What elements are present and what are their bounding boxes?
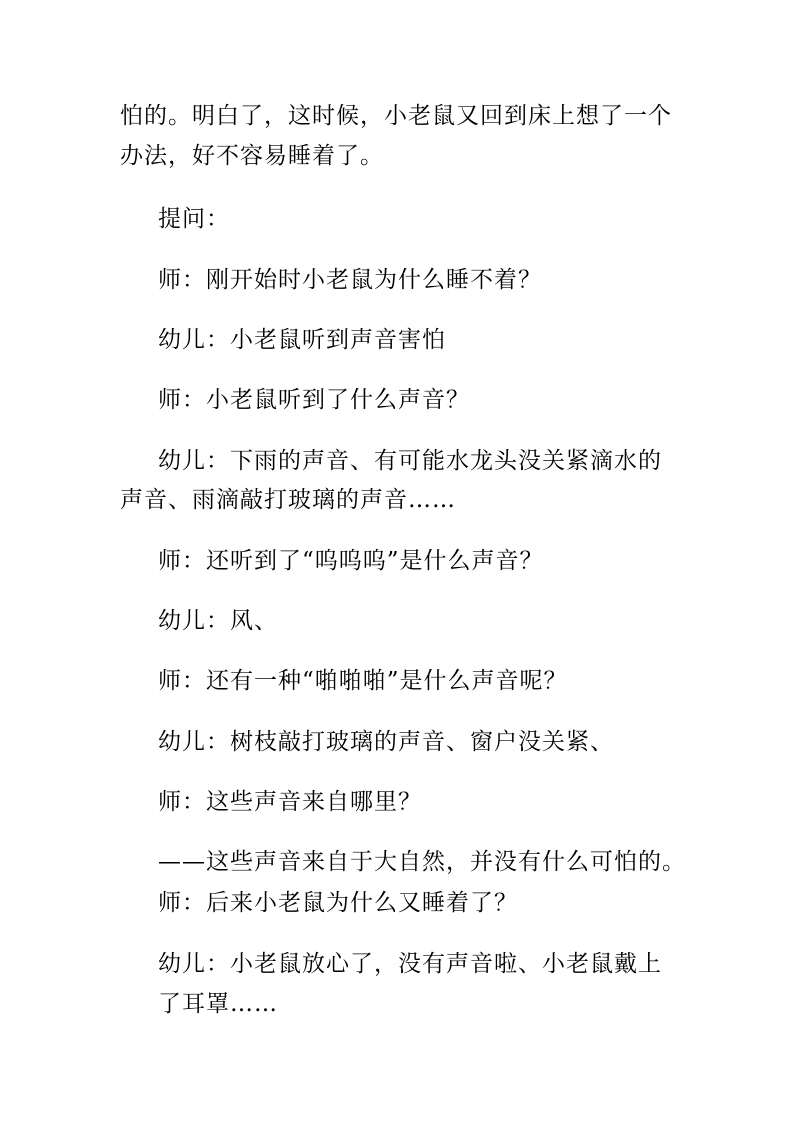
text-line-2: 办法，好不容易睡着了。: [120, 143, 384, 169]
text-line-17: 了耳罩……: [158, 991, 278, 1017]
text-line-16: 幼儿：小老鼠放心了，没有声音啦、小老鼠戴上: [158, 951, 662, 977]
text-line-14: ——这些声音来自于大自然，并没有什么可怕的。: [158, 849, 686, 875]
text-line-5: 幼儿：小老鼠听到声音害怕: [158, 327, 446, 353]
text-line-4: 师：刚开始时小老鼠为什么睡不着？: [158, 267, 542, 293]
text-line-12: 幼儿：树枝敲打玻璃的声音、窗户没关紧、: [158, 729, 614, 755]
text-line-1: 怕的。明白了，这时候，小老鼠又回到床上想了一个: [120, 103, 672, 129]
text-line-7: 幼儿：下雨的声音、有可能水龙头没关紧滴水的: [158, 448, 662, 474]
text-line-9: 师：还听到了“呜呜呜”是什么声音？: [158, 548, 544, 574]
text-line-3: 提问：: [158, 206, 230, 232]
text-line-8: 声音、雨滴敲打玻璃的声音……: [120, 487, 456, 513]
text-line-10: 幼儿：风、: [158, 608, 278, 634]
text-line-15: 师：后来小老鼠为什么又睡着了？: [158, 890, 518, 916]
text-line-6: 师：小老鼠听到了什么声音？: [158, 387, 470, 413]
text-line-11: 师：还有一种“啪啪啪”是什么声音呢？: [158, 668, 568, 694]
text-line-13: 师：这些声音来自哪里？: [158, 789, 422, 815]
